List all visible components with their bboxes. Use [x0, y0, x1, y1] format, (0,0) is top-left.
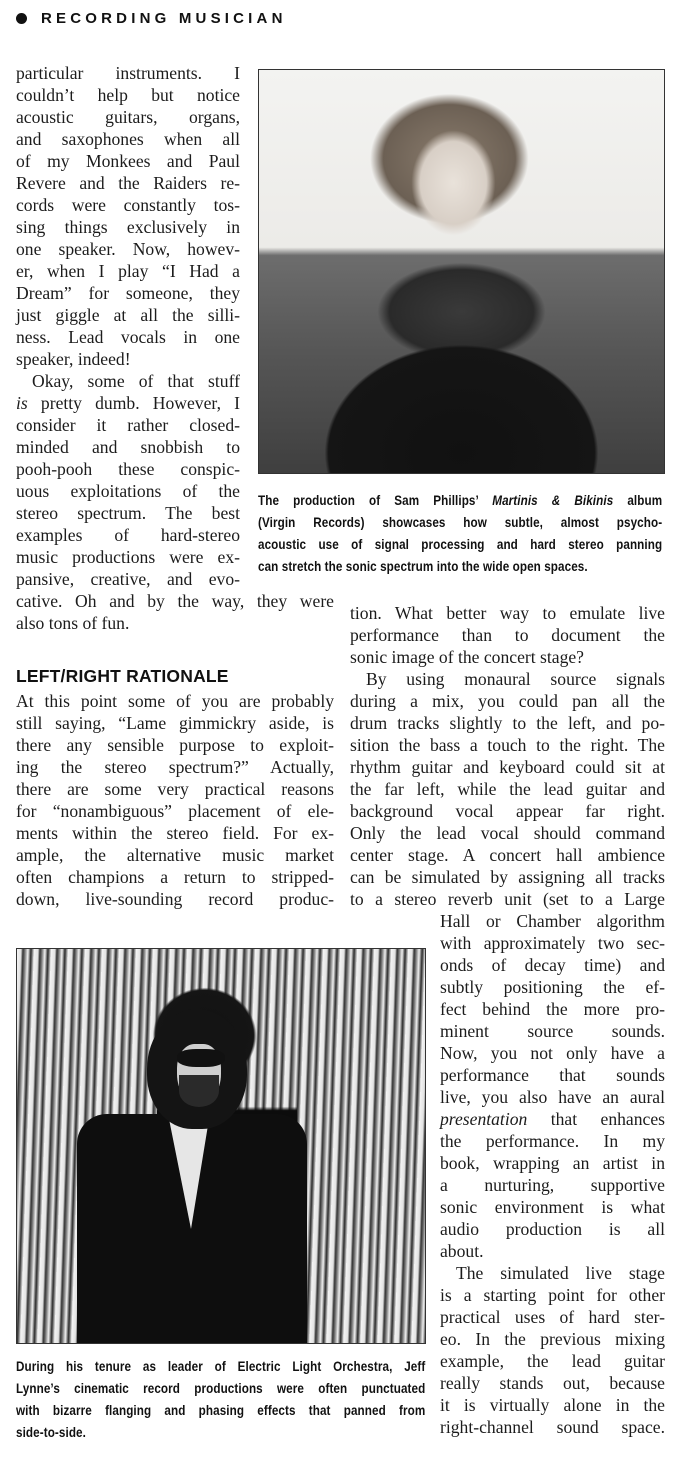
text-line: there are some very practical reasons — [16, 779, 334, 799]
text-line: sition the bass a touch to the right. The — [350, 735, 665, 755]
text-line: tion. What better way to emulate live — [350, 603, 665, 623]
text-line: is a starting point for other — [440, 1285, 665, 1305]
text-line: there any sensible purpose to exploit- — [16, 735, 334, 755]
text-line: speaker, indeed! — [16, 349, 131, 369]
text-line: right-channel sound space. — [440, 1417, 665, 1437]
photo-caption-line: side-to-side. — [16, 1425, 86, 1440]
text-line: performance that sounds — [440, 1065, 665, 1085]
text-line: really stands out, because — [440, 1373, 665, 1393]
text-line: one speaker. Now, howev- — [16, 239, 240, 259]
text-line: the performance. In my — [440, 1131, 665, 1151]
text-line: er, when I play “I Had a — [16, 261, 240, 281]
text-line: practical uses of hard ster- — [440, 1307, 665, 1327]
text-line: performance than to document the — [350, 625, 665, 645]
text-line: minent source sounds. — [440, 1021, 665, 1041]
text-line: stereo spectrum. The best — [16, 503, 240, 523]
text-line: examples of hard-stereo — [16, 525, 240, 545]
text-line: Now, you not only have a — [440, 1043, 665, 1063]
text-line: background vocal appear far right. — [350, 801, 665, 821]
section-heading: LEFT/RIGHT RATIONALE — [16, 666, 229, 686]
text-line: fect behind the more pro- — [440, 999, 665, 1019]
text-line: couldn’t help but notice — [16, 85, 240, 105]
text-line: with approximately two sec- — [440, 933, 665, 953]
text-line: about. — [440, 1241, 484, 1261]
text-line: Only the lead vocal should command — [350, 823, 665, 843]
text-line: pansive, creative, and evo- — [16, 569, 240, 589]
text-line: acoustic guitars, organs, — [16, 107, 240, 127]
text-line: often champions a return to stripped- — [16, 867, 334, 887]
text-line — [440, 1108, 665, 1130]
text-line: to a stereo reverb unit (set to a Large — [350, 889, 665, 909]
text-line: drum tracks slightly to the left, and po- — [350, 713, 665, 733]
text-line: onds of decay time) and — [440, 955, 665, 975]
photo-figure-beard — [179, 1075, 219, 1107]
text-line: during a mix, you could pan all the — [350, 691, 665, 711]
text-line: just giggle at all the silli- — [16, 305, 240, 325]
text-fragment: that enhances — [527, 1109, 665, 1129]
jeff-lynne-photo — [16, 948, 426, 1344]
text-line: cative. Oh and by the way, they were — [16, 591, 334, 611]
text-line: music productions were ex- — [16, 547, 240, 567]
text-fragment: pretty dumb. However, I — [27, 393, 240, 413]
text-line: minded and snobbish to — [16, 437, 240, 457]
text-line: it is virtually alone in the — [440, 1395, 665, 1415]
text-line — [16, 392, 240, 414]
text-line: a nurturing, supportive — [440, 1175, 665, 1195]
text-line: also tons of fun. — [16, 613, 130, 633]
text-line: rhythm guitar and keyboard could sit at — [350, 757, 665, 777]
magazine-section-title: RECORDING MUSICIAN — [41, 10, 287, 27]
running-header — [16, 10, 287, 27]
text-line: sing things exclusively in — [16, 217, 240, 237]
emphasis-word: presentation — [440, 1109, 528, 1129]
photo-caption-line: During his tenure as leader of Electric Light Orchestra, Jeff — [16, 1359, 426, 1374]
text-line: particular instruments. I — [16, 63, 240, 83]
text-line: uous exploitations of the — [16, 481, 240, 501]
photo-caption-line: acoustic use of signal processing and hard stereo panning — [258, 537, 663, 552]
text-line: subtly positioning the ef- — [440, 977, 665, 997]
sam-phillips-photo — [258, 69, 665, 474]
text-line: ments within the stereo field. For ex- — [16, 823, 334, 843]
photo-caption-line: with bizarre flanging and phasing effects that panned from — [16, 1403, 426, 1418]
photo-caption-line: can stretch the sonic spectrum into the wide open spaces. — [258, 559, 588, 574]
text-line: the far left, while the lead guitar and — [350, 779, 665, 799]
text-line: cords were constantly tos- — [16, 195, 240, 215]
text-line: sonic image of the concert stage? — [350, 647, 584, 667]
text-line: Okay, some of that stuff — [32, 371, 240, 391]
bullet-icon — [16, 13, 27, 24]
text-line: Hall or Chamber algorithm — [440, 911, 665, 931]
text-line: ing the stereo spectrum?” Actually, — [16, 757, 334, 777]
photo-caption-line: Lynne’s cinematic record productions were often punctuated — [16, 1381, 426, 1396]
text-line: At this point some of you are probably — [16, 691, 334, 711]
text-line: down, live-sounding record produc- — [16, 889, 334, 909]
text-line: ness. Lead vocals in one — [16, 327, 240, 347]
text-line: eo. In the previous mixing — [440, 1329, 665, 1349]
text-line: By using monaural source signals — [366, 669, 665, 689]
text-line: sonic environment is what — [440, 1197, 665, 1217]
text-line: consider it rather closed- — [16, 415, 240, 435]
text-line: and saxophones when all — [16, 129, 240, 149]
emphasis-word: is — [16, 393, 28, 413]
text-line: book, wrapping an artist in — [440, 1153, 665, 1173]
text-line: still saying, “Lame gimmickry aside, is — [16, 713, 334, 733]
photo-caption-line: The production of Sam Phillips’ Martinis & Bikinis album — [258, 493, 663, 508]
text-line: for “nonambiguous” placement of ele- — [16, 801, 334, 821]
text-line: live, you also have an aural — [440, 1087, 665, 1107]
photo-caption-line: (Virgin Records) showcases how subtle, almost psycho- — [258, 515, 663, 530]
text-line: of my Monkees and Paul — [16, 151, 240, 171]
text-line: Revere and the Raiders re- — [16, 173, 240, 193]
text-line: audio production is all — [440, 1219, 665, 1239]
text-line: can be simulated by assigning all tracks — [350, 867, 665, 887]
text-line: Dream” for someone, they — [16, 283, 240, 303]
photo-figure-sunglasses — [177, 1049, 225, 1067]
text-line: The simulated live stage — [456, 1263, 665, 1283]
text-line: ample, the alternative music market — [16, 845, 334, 865]
text-line: pooh-pooh these conspic- — [16, 459, 240, 479]
text-line: example, the lead guitar — [440, 1351, 665, 1371]
text-line: center stage. A concert hall ambience — [350, 845, 665, 865]
